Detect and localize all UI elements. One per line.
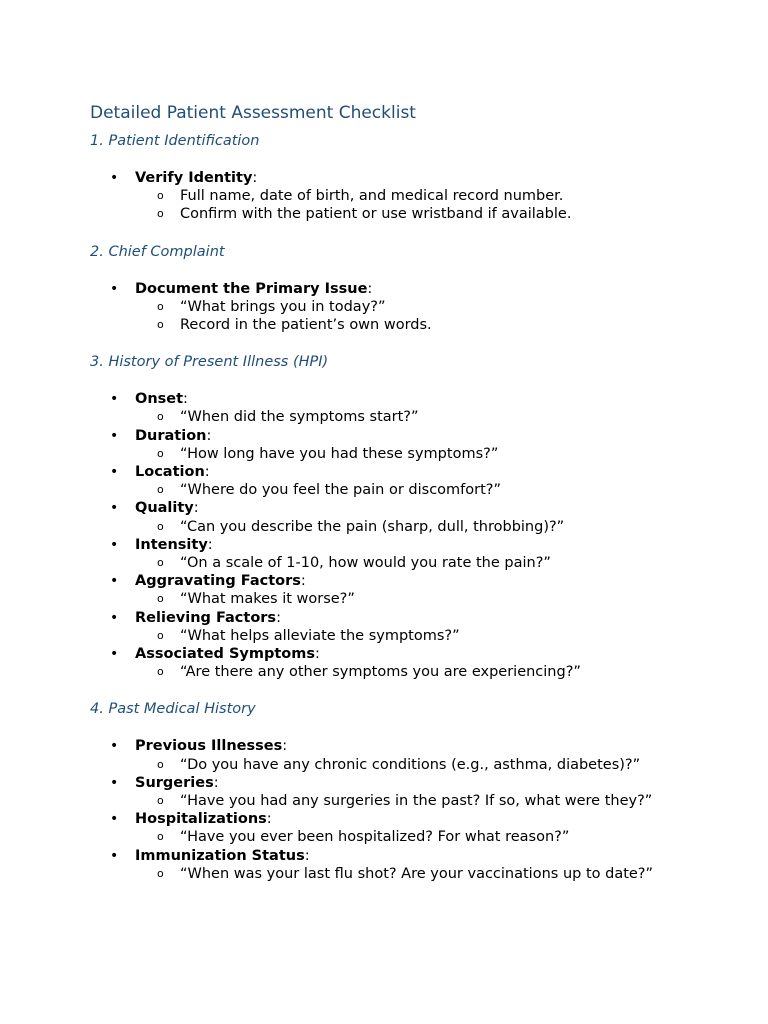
item-term: Immunization Status bbox=[135, 847, 305, 864]
item-term: Document the Primary Issue bbox=[135, 280, 368, 297]
sub-item-text: “What brings you in today?” bbox=[180, 298, 386, 315]
circle-bullet-icon: o bbox=[157, 866, 164, 880]
list-item bbox=[90, 847, 730, 883]
sub-list bbox=[135, 627, 730, 645]
list-item bbox=[90, 737, 730, 773]
circle-bullet-icon: o bbox=[157, 757, 164, 771]
term-colon: : bbox=[207, 536, 213, 553]
section bbox=[90, 699, 730, 883]
document-title: Detailed Patient Assessment Checklist bbox=[90, 103, 416, 123]
item-term: Surgeries bbox=[135, 774, 214, 791]
list-item bbox=[90, 645, 730, 681]
list-item bbox=[90, 427, 730, 463]
circle-bullet-icon: o bbox=[157, 446, 164, 460]
sub-item-text: Record in the patient’s own words. bbox=[180, 317, 432, 334]
bullet-dot-icon: • bbox=[110, 464, 119, 481]
sub-item-text: “What helps alleviate the symptoms?” bbox=[180, 627, 460, 644]
bullet-dot-icon: • bbox=[110, 774, 119, 791]
term-colon: : bbox=[266, 811, 272, 828]
circle-bullet-icon: o bbox=[157, 410, 164, 424]
bullet-dot-icon: • bbox=[110, 847, 119, 864]
term-colon: : bbox=[213, 774, 219, 791]
bullet-dot-icon: • bbox=[110, 536, 119, 553]
bullet-list bbox=[90, 390, 730, 681]
circle-bullet-icon: o bbox=[157, 483, 164, 497]
item-term: Relieving Factors bbox=[135, 609, 277, 626]
bullet-list bbox=[90, 280, 730, 335]
list-item bbox=[90, 810, 730, 846]
list-item bbox=[90, 390, 730, 426]
list-item bbox=[90, 609, 730, 645]
term-colon: : bbox=[183, 391, 188, 408]
sub-list-item bbox=[135, 865, 730, 883]
sub-list bbox=[135, 590, 730, 608]
bullet-dot-icon: • bbox=[110, 427, 119, 444]
section bbox=[90, 131, 730, 224]
circle-bullet-icon: o bbox=[157, 592, 164, 606]
bullet-dot-icon: • bbox=[110, 170, 119, 186]
sub-list-item bbox=[135, 828, 730, 846]
sub-list-item bbox=[135, 316, 730, 334]
circle-bullet-icon: o bbox=[157, 519, 164, 533]
sub-item-text: “How long have you had these symptoms?” bbox=[180, 445, 499, 462]
sub-item-text: “On a scale of 1-10, how would you rate the pain?” bbox=[180, 555, 551, 572]
document-page bbox=[90, 101, 730, 901]
term-colon: : bbox=[315, 646, 320, 663]
sub-item-text: “Where do you feel the pain or discomfort?” bbox=[180, 482, 502, 499]
list-item bbox=[90, 463, 730, 499]
term-colon: : bbox=[300, 573, 306, 590]
sub-list bbox=[135, 792, 730, 810]
list-item bbox=[90, 536, 730, 572]
circle-bullet-icon: o bbox=[157, 665, 164, 679]
sub-list-item bbox=[135, 445, 730, 463]
sub-item-text: “When was your last flu shot? Are your vaccinations up to date?” bbox=[180, 865, 654, 882]
item-term: Hospitalizations bbox=[135, 811, 267, 828]
term-colon: : bbox=[193, 500, 199, 517]
bullet-dot-icon: • bbox=[110, 738, 119, 755]
circle-bullet-icon: o bbox=[157, 189, 164, 203]
sub-list-item bbox=[135, 554, 730, 572]
sub-item-text: Full name, date of birth, and medical record number. bbox=[180, 188, 564, 205]
item-term: Intensity bbox=[135, 536, 208, 553]
sub-list-item bbox=[135, 187, 730, 205]
sub-list-item bbox=[135, 408, 730, 426]
list-item bbox=[90, 169, 730, 224]
sub-item-text: “Do you have any chronic conditions (e.g., asthma, diabetes)?” bbox=[180, 756, 641, 773]
item-term: Quality bbox=[135, 500, 194, 517]
sub-list-item bbox=[135, 205, 730, 223]
item-term: Aggravating Factors bbox=[135, 573, 301, 590]
bullet-dot-icon: • bbox=[110, 280, 119, 297]
sub-list bbox=[135, 298, 730, 334]
sub-list bbox=[135, 865, 730, 883]
sub-list bbox=[135, 187, 730, 223]
term-colon: : bbox=[204, 464, 210, 481]
sub-list bbox=[135, 518, 730, 536]
sub-list bbox=[135, 408, 730, 426]
bullet-dot-icon: • bbox=[110, 646, 119, 663]
sub-item-text: “Have you had any surgeries in the past? If so, what were they?” bbox=[180, 793, 653, 810]
sub-item-text: “Are there any other symptoms you are experiencing?” bbox=[180, 664, 581, 681]
section bbox=[90, 242, 730, 335]
sub-item-text: “Have you ever been hospitalized? For what reason?” bbox=[180, 829, 570, 846]
term-colon: : bbox=[276, 609, 281, 626]
sub-list bbox=[135, 663, 730, 681]
term-colon: : bbox=[282, 738, 288, 755]
sections-container bbox=[90, 131, 730, 883]
sub-list-item bbox=[135, 481, 730, 499]
sub-item-text: “When did the symptoms start?” bbox=[180, 409, 419, 426]
sub-list bbox=[135, 828, 730, 846]
circle-bullet-icon: o bbox=[157, 830, 164, 844]
term-colon: : bbox=[252, 170, 258, 186]
sub-list-item bbox=[135, 792, 730, 810]
term-colon: : bbox=[367, 280, 373, 297]
bullet-dot-icon: • bbox=[110, 500, 119, 517]
sub-item-text: “What makes it worse?” bbox=[180, 591, 355, 608]
sub-list-item bbox=[135, 627, 730, 645]
circle-bullet-icon: o bbox=[157, 556, 164, 570]
section-heading: 2. Chief Complaint bbox=[90, 243, 225, 260]
section-heading: 4. Past Medical History bbox=[90, 701, 256, 718]
item-term: Duration bbox=[135, 427, 207, 444]
bullet-list bbox=[90, 737, 730, 883]
bullet-dot-icon: • bbox=[110, 609, 119, 626]
item-term: Previous Illnesses bbox=[135, 738, 283, 755]
item-term: Verify Identity bbox=[135, 170, 253, 186]
circle-bullet-icon: o bbox=[157, 299, 164, 313]
sub-list bbox=[135, 445, 730, 463]
section-heading: 1. Patient Identification bbox=[90, 133, 260, 149]
item-term: Associated Symptoms bbox=[135, 646, 316, 663]
section bbox=[90, 352, 730, 681]
list-item bbox=[90, 774, 730, 810]
bullet-list bbox=[90, 169, 730, 224]
sub-list-item bbox=[135, 663, 730, 681]
term-colon: : bbox=[206, 427, 212, 444]
sub-list-item bbox=[135, 518, 730, 536]
term-colon: : bbox=[304, 847, 310, 864]
list-item bbox=[90, 499, 730, 535]
sub-list bbox=[135, 481, 730, 499]
list-item bbox=[90, 280, 730, 335]
item-term: Onset bbox=[135, 391, 184, 408]
circle-bullet-icon: o bbox=[157, 207, 164, 221]
list-item bbox=[90, 572, 730, 608]
sub-list-item bbox=[135, 756, 730, 774]
circle-bullet-icon: o bbox=[157, 794, 164, 808]
sub-list bbox=[135, 756, 730, 774]
sub-item-text: Confirm with the patient or use wristband if available. bbox=[180, 206, 572, 223]
sub-list bbox=[135, 554, 730, 572]
sub-item-text: “Can you describe the pain (sharp, dull, throbbing)?” bbox=[180, 518, 565, 535]
bullet-dot-icon: • bbox=[110, 573, 119, 590]
item-term: Location bbox=[135, 464, 205, 481]
section-heading: 3. History of Present Illness (HPI) bbox=[90, 354, 329, 371]
bullet-dot-icon: • bbox=[110, 811, 119, 828]
sub-list-item bbox=[135, 298, 730, 316]
circle-bullet-icon: o bbox=[157, 628, 164, 642]
circle-bullet-icon: o bbox=[157, 318, 164, 332]
bullet-dot-icon: • bbox=[110, 391, 119, 408]
sub-list-item bbox=[135, 590, 730, 608]
